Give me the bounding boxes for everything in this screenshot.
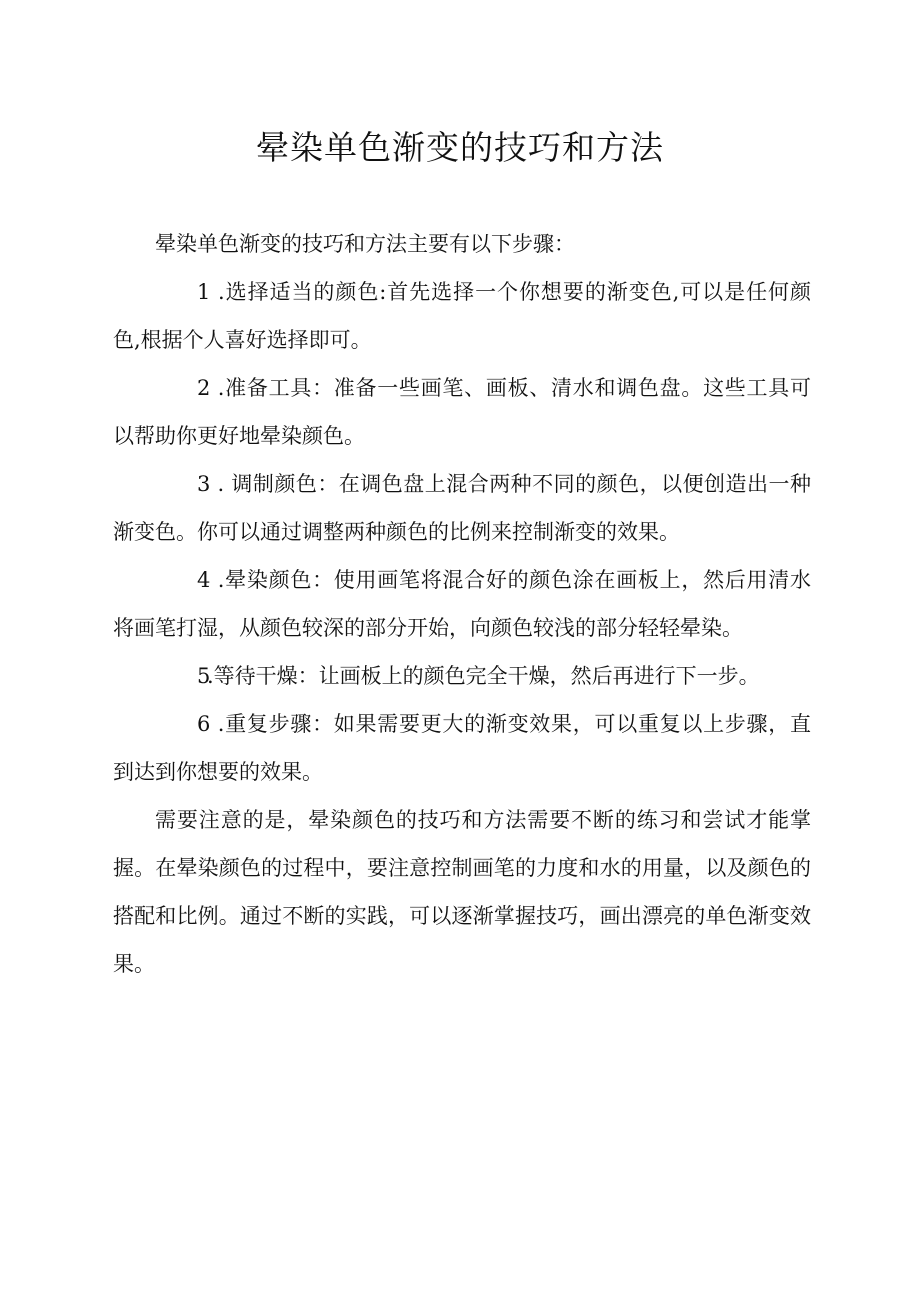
step-number: 1 <box>197 280 211 304</box>
step-item-3 <box>113 460 811 556</box>
step-text: . 调制颜色：在调色盘上混合两种不同的颜色，以便创造出一种渐变色。你可以通过调整两种颜色的比例来控制渐变的效果。 <box>113 472 811 544</box>
step-number: 6 <box>197 712 211 736</box>
step-text: .选择适当的颜色:首先选择一个你想要的渐变色,可以是任何颜色,根据个人喜好选择即可。 <box>113 280 811 352</box>
step-item-2 <box>113 364 811 460</box>
step-number: 4 <box>197 568 211 592</box>
conclusion-paragraph: 需要注意的是，晕染颜色的技巧和方法需要不断的练习和尝试才能掌握。在晕染颜色的过程中，要注意控制画笔的力度和水的用量，以及颜色的搭配和比例。通过不断的实践，可以逐渐掌握技巧，画出漂亮的单色渐变效果。 <box>113 808 811 976</box>
step-number: 2 <box>197 376 211 400</box>
step-item-4 <box>113 556 811 652</box>
step-number: 3 <box>197 472 211 496</box>
document-title: 晕染单色渐变的技巧和方法 <box>256 128 664 167</box>
document-body <box>113 220 811 988</box>
step-text: .准备工具：准备一些画笔、画板、清水和调色盘。这些工具可以帮助你更好地晕染颜色。 <box>113 376 811 448</box>
step-number: 5 <box>197 664 211 688</box>
step-item-6 <box>113 700 811 796</box>
step-text: .重复步骤：如果需要更大的渐变效果，可以重复以上步骤，直到达到你想要的效果。 <box>113 712 811 784</box>
step-item-5 <box>113 652 811 700</box>
step-item-1 <box>113 268 811 364</box>
step-text: .等待干燥：让画板上的颜色完全干燥，然后再进行下一步。 <box>207 664 760 688</box>
step-text: .晕染颜色：使用画笔将混合好的颜色涂在画板上，然后用清水将画笔打湿，从颜色较深的部分开始，向颜色较浅的部分轻轻晕染。 <box>113 568 811 640</box>
intro-paragraph: 晕染单色渐变的技巧和方法主要有以下步骤： <box>155 232 575 256</box>
